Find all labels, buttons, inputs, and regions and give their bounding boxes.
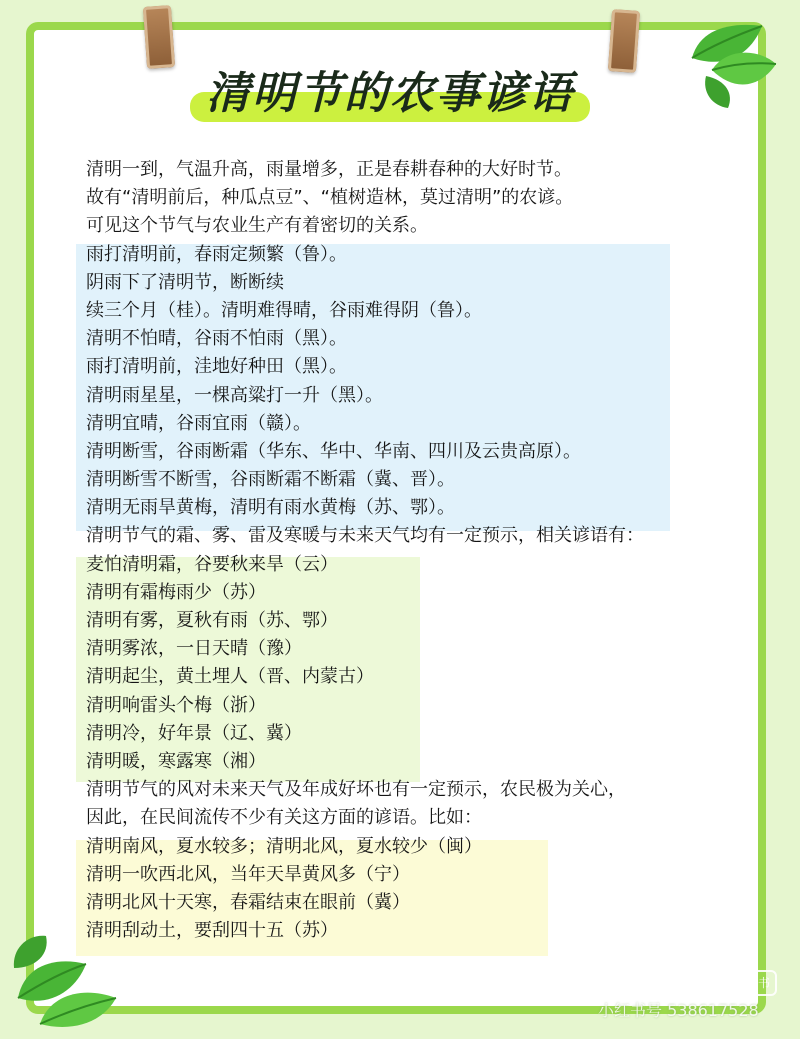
proverb-line: 清明暖，寒露寒（湘） bbox=[86, 750, 266, 772]
intro-line: 故有“清明前后，种瓜点豆”、“植树造林，莫过清明”的农谚。 bbox=[86, 187, 574, 209]
proverb-line: 清明雾浓，一日天晴（豫） bbox=[86, 638, 302, 660]
proverb-line: 清明南风，夏水较多；清明北风，夏水较少（闽） bbox=[86, 835, 482, 857]
proverb-line: 清明冷，好年景（辽、冀） bbox=[86, 722, 302, 744]
proverb-line: 续三个月（桂）。清明难得晴，谷雨难得阴（鲁）。 bbox=[86, 299, 482, 321]
proverb-line: 清明刮动土，要刮四十五（苏） bbox=[86, 920, 338, 942]
proverb-line: 清明北风十天寒，春霜结束在眼前（冀） bbox=[86, 891, 410, 913]
proverb-line: 清明断雪，谷雨断霜（华东、华中、华南、四川及云贵高原）。 bbox=[86, 440, 581, 462]
intro-line: 可见这个节气与农业生产有着密切的关系。 bbox=[86, 215, 428, 237]
section-intro: 因此，在民间流传不少有关这方面的谚语。比如： bbox=[86, 807, 482, 829]
proverb-line: 清明雨星星，一棵高粱打一升（黑）。 bbox=[86, 384, 383, 406]
proverb-line: 清明无雨旱黄梅，清明有雨水黄梅（苏、鄂）。 bbox=[86, 497, 455, 519]
proverb-line: 雨打清明前，洼地好种田（黑）。 bbox=[86, 356, 347, 378]
proverb-line: 雨打清明前，春雨定频繁（鲁）。 bbox=[86, 243, 347, 265]
proverb-line: 清明不怕晴，谷雨不怕雨（黑）。 bbox=[86, 328, 347, 350]
wooden-clip-icon bbox=[608, 9, 640, 73]
watermark-text: 小红书号 538617528 bbox=[598, 1001, 759, 1020]
intro-line: 清明一到，气温升高，雨量增多，正是春耕春种的大好时节。 bbox=[86, 159, 572, 180]
proverb-line: 清明一吹西北风，当年天旱黄风多（宁） bbox=[86, 863, 410, 885]
section-intro: 清明节气的霜、雾、雷及寒暖与未来天气均有一定预示，相关谚语有： bbox=[86, 525, 644, 547]
watermark-logo: 小红书 bbox=[727, 970, 777, 996]
proverb-line: 清明有雾，夏秋有雨（苏、鄂） bbox=[86, 610, 338, 631]
proverb-line: 阴雨下了清明节，断断续 bbox=[86, 271, 284, 293]
proverb-line: 清明响雷头个梅（浙） bbox=[86, 694, 266, 716]
proverb-line: 麦怕清明霜，谷要秋来旱（云） bbox=[86, 553, 338, 575]
title-block bbox=[190, 62, 590, 134]
page-title: 清明节的农事谚语 bbox=[206, 68, 574, 119]
proverb-line: 清明断雪不断雪，谷雨断霜不断霜（冀、晋）。 bbox=[86, 469, 455, 491]
proverb-line: 清明起尘，黄土埋人（晋、内蒙古） bbox=[86, 666, 374, 688]
proverb-line: 清明有霜梅雨少（苏） bbox=[86, 581, 266, 603]
article-body bbox=[86, 156, 746, 945]
proverb-line: 清明宜晴，谷雨宜雨（赣）。 bbox=[86, 412, 311, 434]
section-intro: 清明节气的风对未来天气及年成好坏也有一定预示，农民极为关心， bbox=[86, 779, 626, 801]
leaf-cluster-icon bbox=[672, 18, 780, 110]
wooden-clip-icon bbox=[143, 5, 175, 69]
